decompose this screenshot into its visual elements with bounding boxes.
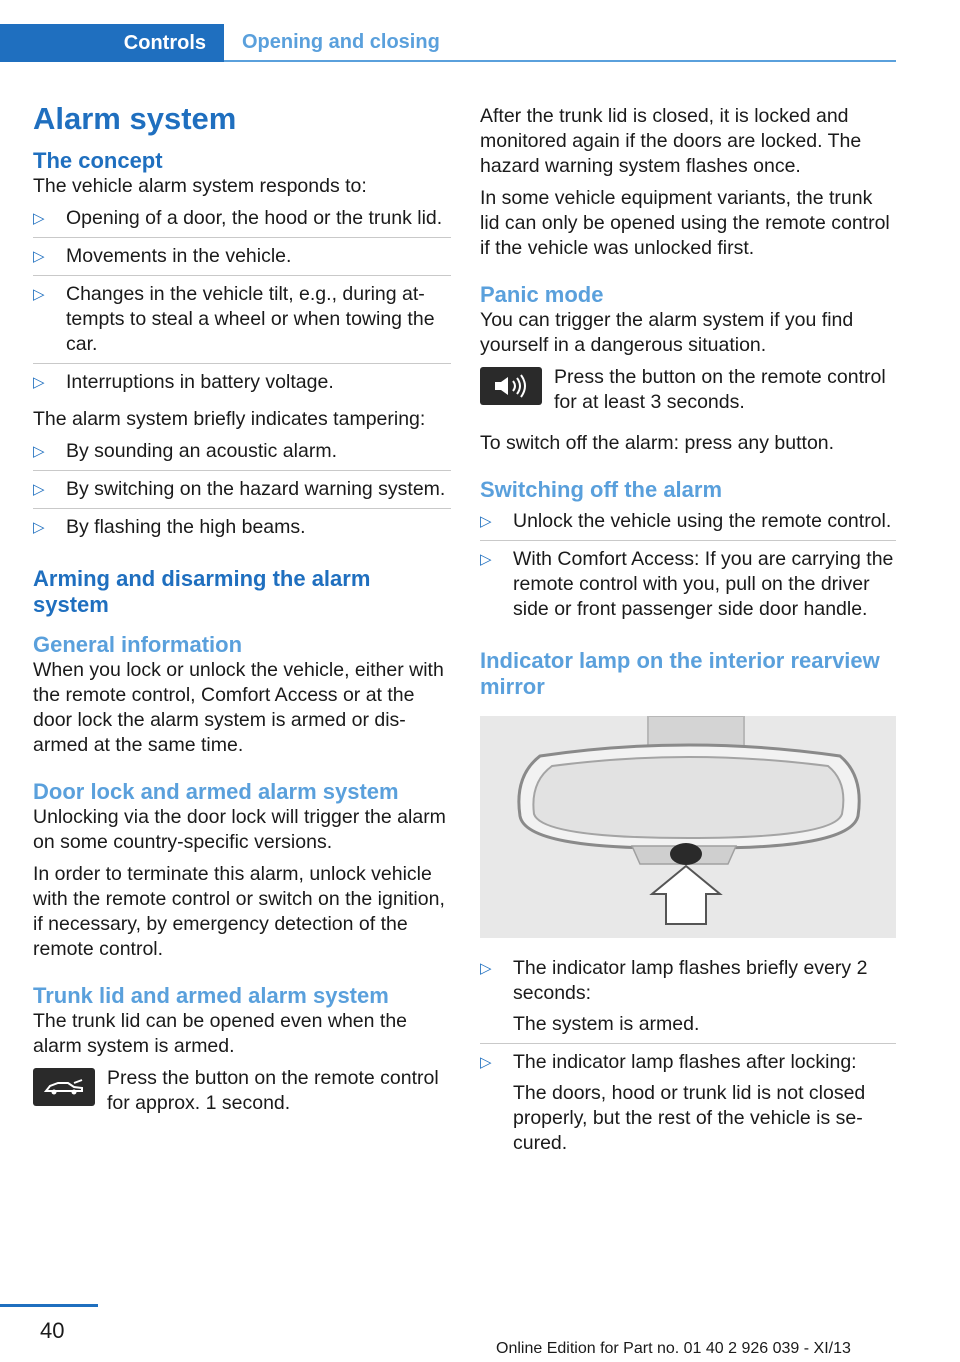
list-item: ▷ By sounding an acoustic alarm. (33, 439, 451, 471)
panic-text: You can trigger the alarm system if you find yourself in a dangerous situation. (480, 309, 854, 356)
rearview-mirror-image (480, 716, 896, 938)
indicator-list (480, 956, 896, 1162)
triangle-bullet-icon: ▷ (33, 210, 45, 227)
arming-heading: Arming and disarming the alarm system (33, 566, 371, 617)
list-item: ▷ Movements in the vehicle. (33, 244, 451, 276)
switching-off-heading: Switching off the alarm (480, 477, 723, 502)
chapter-tab: Opening and closing (224, 24, 896, 62)
trunk-button-instruction (33, 1066, 451, 1116)
right-column (480, 104, 896, 1168)
trunk-button-text: Press the button on the remote control for approx. 1 second. (107, 1067, 439, 1114)
speaker-alarm-icon (480, 367, 542, 405)
panic-button-text: Press the button on the remote control for at least 3 seconds. (554, 366, 886, 413)
list-item: ▷ Unlock the vehicle using the remote control. (480, 509, 896, 541)
edition-text: Online Edition for Part no. 01 40 2 926 039 - XI/13 (496, 1340, 851, 1357)
triangle-bullet-icon: ▷ (33, 248, 45, 265)
list-item: ▷ The indicator lamp flashes after locking: The doors, hood or trunk lid is not closed properly, but the rest of the vehicle is secured. (480, 1051, 866, 1154)
triangle-bullet-icon: ▷ (480, 960, 492, 977)
page-title: Alarm system (33, 101, 237, 136)
triangle-bullet-icon: ▷ (33, 374, 45, 391)
triangle-bullet-icon: ▷ (33, 286, 45, 303)
doorlock-heading: Door lock and armed alarm system (33, 779, 399, 804)
footer-rule (0, 1304, 98, 1307)
trunk-car-icon (33, 1068, 95, 1106)
triangle-bullet-icon: ▷ (33, 481, 45, 498)
variants-text: In some vehicle equipment variants, the trunk lid can only be opened using the remote control if the vehicle was unlocked first. (480, 187, 890, 259)
trunk-text: The trunk lid can be opened even when the alarm system is armed. (33, 1010, 408, 1057)
concept-list (33, 206, 451, 401)
trunk-closed-text: After the trunk lid is closed, it is locked and monitored again if the doors are locked. The hazard warning system flashes once. (480, 105, 862, 177)
list-item: ▷ The indicator lamp flashes briefly every 2 seconds: The system is armed. (480, 956, 896, 1044)
list-item: ▷ By flashing the high beams. (33, 516, 306, 538)
general-heading: General information (33, 632, 243, 657)
concept-heading: The concept (33, 148, 163, 173)
left-column (33, 100, 451, 1124)
tamper-intro: The alarm system briefly indicates tampering: (33, 408, 426, 430)
triangle-bullet-icon: ▷ (480, 513, 492, 530)
switching-off-list (480, 509, 896, 628)
trunk-heading: Trunk lid and armed alarm system (33, 983, 389, 1008)
panic-heading: Panic mode (480, 282, 604, 307)
section-tab: Controls (0, 24, 224, 62)
triangle-bullet-icon: ▷ (33, 443, 45, 460)
general-text: When you lock or unlock the vehicle, either with the remote control, Comfort Access or at the door lock the alarm system is armed or disarmed at the same time. (33, 659, 444, 756)
tamper-list (33, 439, 451, 546)
indicator-heading: Indicator lamp on the interior rearview mirror (480, 648, 880, 699)
triangle-bullet-icon: ▷ (33, 519, 45, 536)
doorlock-text-2: In order to terminate this alarm, unlock vehicle with the remote control or switch on the ignition, if necessary, by emergency detection of the remote control. (33, 863, 445, 960)
panic-button-instruction (480, 365, 896, 415)
list-item: ▷ By switching on the hazard warning system. (33, 477, 451, 509)
doorlock-text: Unlocking via the door lock will trigger the alarm on some country-specific versions. (33, 806, 446, 853)
list-item: ▷ Opening of a door, the hood or the trunk lid. (33, 206, 451, 238)
list-item: ▷ Changes in the vehicle tilt, e.g., during attempts to steal a wheel or when towing the car. (33, 282, 451, 364)
page-number: 40 (40, 1318, 65, 1343)
list-item: ▷ Interruptions in battery voltage. (33, 371, 334, 393)
switch-off-text: To switch off the alarm: press any button. (480, 432, 835, 454)
triangle-bullet-icon: ▷ (480, 1054, 492, 1071)
triangle-bullet-icon: ▷ (480, 551, 492, 568)
concept-intro: The vehicle alarm system responds to: (33, 175, 367, 197)
list-item: ▷ With Comfort Access: If you are carrying the remote control with you, pull on the driver side or front passenger side door handle. (480, 548, 894, 620)
page-header (0, 0, 896, 62)
